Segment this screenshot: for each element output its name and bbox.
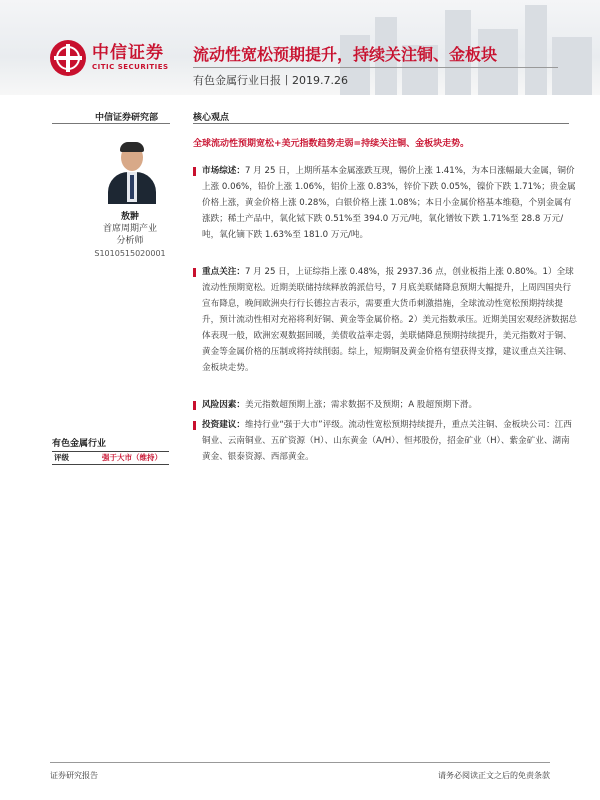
company-logo — [50, 40, 169, 76]
footer-disclaimer: 请务必阅读正文之后的免责条款 — [438, 771, 550, 780]
footer-divider — [50, 762, 550, 763]
report-title: 流动性宽松预期提升，持续关注铜、金板块 — [193, 45, 498, 64]
section-investment-advice — [193, 417, 578, 465]
section-marker-icon — [193, 167, 196, 176]
analyst-photo — [108, 140, 156, 204]
section-label: 市场综述： — [202, 166, 245, 176]
section-label: 风险因素： — [202, 400, 245, 410]
section-market-summary — [193, 163, 578, 243]
section-label: 投资建议： — [202, 420, 245, 430]
section-key-focus — [193, 264, 578, 376]
section-text: 7 月 25 日，上期所基本金属涨跌互现，锡价上涨 1.41%，为本日涨幅最大金属，铜价上涨 0.06%，铅价上涨 1.06%，铝价上涨 0.83%，锌价下跌 0.05%，镍价下跌 1.71%；贵金属价格上涨，黄金价格上涨 0.28%，白银价格上涨 1.08%；本日小金属价格基本维稳，个别金属有涨跌；稀土产品中，氧化铽下跌 0.51%至 394.0 万元/吨，氧化镨钕下跌 1.71%至 28.8 万元/吨，氧化镝下跌 1.63%至 181.0 万元/吨。 — [202, 166, 576, 240]
logo-en-text: CITIC SECURITIES — [92, 63, 169, 71]
sector-rating-row — [52, 452, 169, 464]
analyst-license-id: S1010515020001 — [94, 249, 166, 258]
section-text: 维持行业“强于大市”评级。流动性宽松预期持续提升，重点关注铜、金板块公司：江西铜业、云南铜业、五矿资源（H）、山东黄金（A/H）、恒邦股份，招金矿业（H）、紫金矿业、湖南黄金、银泰资源、西部黄金。 — [202, 420, 572, 462]
analyst-title: 首席周期产业 — [102, 224, 157, 234]
core-view-heading: 核心观点 — [193, 113, 230, 123]
citic-logo-icon — [50, 40, 86, 76]
analyst-name: 敖翀 — [120, 212, 139, 222]
report-subtitle: 有色金属行业日报丨2019.7.26 — [193, 74, 348, 87]
footer-report-type: 证券研究报告 — [50, 771, 98, 780]
logo-cn-text: 中信证券 — [92, 43, 164, 63]
section-marker-icon — [193, 401, 196, 410]
section-label: 重点关注： — [202, 267, 245, 277]
title-divider — [193, 67, 558, 68]
section-text: 美元指数超预期上涨；需求数据不及预期；A 股超预期下滑。 — [244, 400, 478, 410]
right-heading-rule — [193, 123, 569, 124]
rating-value: 强于大市（维持） — [102, 453, 162, 462]
section-risk-factors — [193, 397, 578, 413]
research-dept-heading: 中信证券研究部 — [95, 113, 159, 123]
section-marker-icon — [193, 268, 196, 277]
sector-rating-box — [52, 436, 169, 465]
rating-label: 评级 — [54, 453, 69, 462]
section-text: 7 月 25 日，上证综指上涨 0.48%，报 2937.36 点，创业板指上涨 0.80%。1）全球流动性预期宽松。近期美联储持续释放鸽派信号，7 月底美联储降息预期大幅提升，上周四国央行宣布降息，晚间欧洲央行行长德拉吉表示，需要重大货币刺激措施，全球流动性宽松预期持续提升，预计流动性相对充裕将利好铜、黄金等金属价格。2）美元指数承压。近期美国宏观经济数据总体表现一般，欧洲宏观数据回暖，美债收益率走弱，美联储降息预期持续提升，美元指数对于铜、黄金等金属价格的压制或将持续削弱。综上，短期铜及黄金价格有望获得支撑，建议重点关注铜、金板块走势。 — [202, 267, 578, 373]
section-marker-icon — [193, 421, 196, 430]
sector-title: 有色金属行业 — [52, 439, 107, 449]
analyst-role: 分析师 — [116, 236, 144, 246]
key-highlight: 全球流动性预期宽松+美元指数趋势走弱=持续关注铜、金板块走势。 — [193, 139, 470, 149]
left-heading-rule — [52, 123, 170, 124]
